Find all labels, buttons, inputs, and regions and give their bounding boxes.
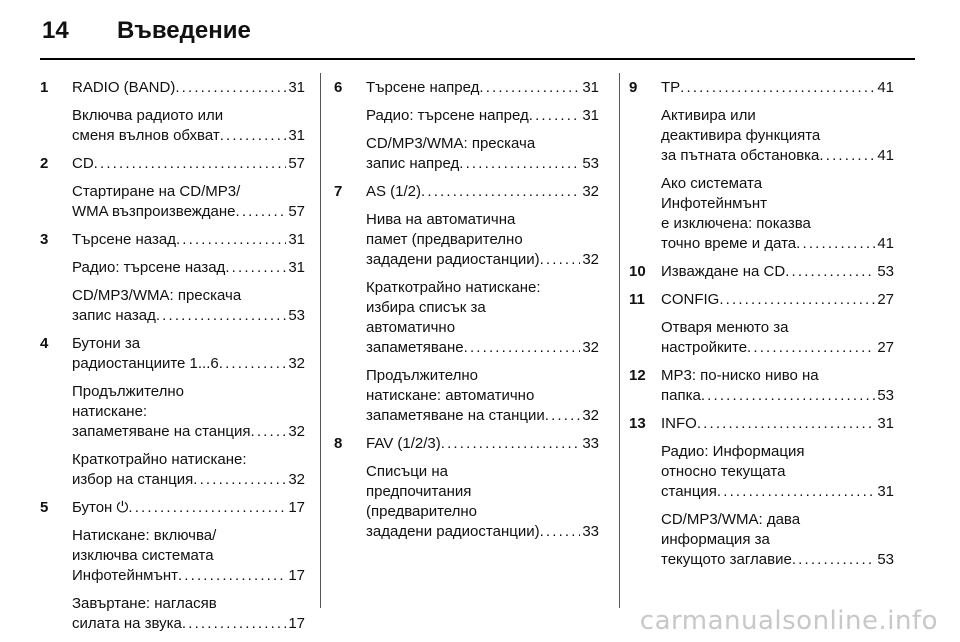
item-text: Отваря менюто за [661,319,789,336]
page-ref: 41 [877,235,894,252]
toc-entry [40,498,305,634]
item-text: INFO [661,415,697,432]
item-text: Краткотрайно натискане: [72,451,247,468]
item-text: избира списък за [366,299,486,316]
toc-item [366,78,599,98]
toc-item [661,442,894,502]
toc-entry [334,434,599,542]
dot-leader [540,250,581,270]
item-text: RADIO (BAND) [72,79,176,96]
toc-entry [629,78,894,254]
item-text: Стартиране на CD/MP3/ [72,183,241,200]
toc-item [661,510,894,570]
toc-item [366,182,599,202]
item-text: Бутон ⏻ [72,499,129,516]
item-text: Инфотейнмънт [661,195,767,212]
toc-item [661,414,894,434]
dot-leader [697,414,875,434]
item-text: Радио: търсене назад [72,259,226,276]
toc-item [72,154,305,174]
item-text: сменя вълнов обхват [72,127,220,144]
column-2 [334,78,599,542]
toc-item [72,182,305,222]
toc-entry [334,182,599,426]
dot-leader [156,306,286,326]
column-3 [629,78,894,570]
dot-leader [176,230,286,250]
dot-leader [441,434,581,454]
dot-leader [464,338,581,358]
page-ref: 53 [877,263,894,280]
toc-item [72,450,305,490]
dot-leader [219,354,287,374]
page-ref: 53 [877,387,894,404]
item-text: относно текущата [661,463,786,480]
toc-item [72,382,305,442]
page-ref: 31 [288,79,305,96]
toc-item [366,434,599,454]
page-ref: 32 [288,355,305,372]
toc-entry [334,78,599,174]
toc-item [72,106,305,146]
item-text: Радио: търсене напред [366,107,529,124]
entry-number: 6 [334,79,343,96]
item-text: (предварително [366,503,478,520]
item-text: за пътната обстановка [661,147,820,164]
toc-entry [40,230,305,326]
page-ref: 32 [582,407,599,424]
dot-leader [792,550,875,570]
item-text: TP [661,79,681,96]
toc-item [366,134,599,174]
item-text: силата на звука [72,615,182,632]
item-text: натискане: автоматично [366,387,535,404]
item-text: информация за [661,531,770,548]
item-text: Радио: Информация [661,443,805,460]
dot-leader [220,126,287,146]
dot-leader [819,146,875,166]
toc-item [72,498,305,518]
item-text: изключва системата [72,547,214,564]
toc-item [366,106,599,126]
item-text: CD [72,155,94,172]
watermark: carmanualsonline.info [639,606,938,636]
item-text: Включва радиото или [72,107,224,124]
dot-leader [545,406,581,426]
toc-item [72,258,305,278]
entry-number: 8 [334,435,343,452]
item-text: запис назад [72,307,156,324]
toc-item [366,366,599,426]
dot-leader [250,422,286,442]
toc-entry [629,290,894,358]
dot-leader [421,182,580,202]
page-ref: 53 [877,551,894,568]
item-text: CD/MP3/WMA: прескача [72,287,242,304]
item-text: е изключена: показва [661,215,811,232]
toc-item [661,366,894,406]
item-text: точно време и дата [661,235,797,252]
toc-item [366,210,599,270]
item-text: запаметяване [366,339,464,356]
toc-item [366,278,599,358]
item-text: WMA възпроизвеждане [72,203,236,220]
item-text: зададени радиостанции) [366,251,540,268]
toc-entry [629,366,894,406]
column-divider [320,73,321,608]
item-text: Натискане: включва/ [72,527,217,544]
toc-item [72,526,305,586]
item-text: текущото заглавие [661,551,792,568]
page-ref: 31 [877,483,894,500]
entry-number: 4 [40,335,49,352]
dot-leader [479,78,580,98]
entry-number: 7 [334,183,343,200]
page-ref: 31 [288,259,305,276]
dot-leader [225,258,286,278]
page-ref: 33 [582,523,599,540]
item-text: избор на станция [72,471,194,488]
item-text: Инфотейнмънт [72,567,178,584]
page-ref: 32 [582,183,599,200]
page-ref: 32 [288,423,305,440]
dot-leader [680,78,875,98]
entry-number: 13 [629,415,646,432]
header-rule [40,58,915,60]
page-ref: 31 [877,415,894,432]
toc-item [72,594,305,634]
toc-entry [40,334,305,490]
item-text: CD/MP3/WMA: прескача [366,135,536,152]
dot-leader [701,386,875,406]
item-text: зададени радиостанции) [366,523,540,540]
item-text: Търсене напред [366,79,480,96]
page-ref: 27 [877,339,894,356]
dot-leader [717,482,875,502]
item-text: станция [661,483,717,500]
item-text: Активира или [661,107,756,124]
page-ref: 31 [288,231,305,248]
dot-leader [193,470,286,490]
page-ref: 33 [582,435,599,452]
dot-leader [94,154,287,174]
page-title: Въведение [117,17,251,44]
toc-entry [629,262,894,282]
page-ref: 31 [582,79,599,96]
page-ref: 32 [288,471,305,488]
toc-entry [40,154,305,222]
dot-leader [175,78,286,98]
page-ref: 57 [288,203,305,220]
item-text: запаметяване на станция [72,423,251,440]
toc-item [72,230,305,250]
page-ref: 27 [877,291,894,308]
page-ref: 31 [288,127,305,144]
page-ref: 17 [288,567,305,584]
item-text: автоматично [366,319,456,336]
toc-item [72,286,305,326]
toc-entry [40,78,305,146]
item-text: Завъртане: нагласяв [72,595,217,612]
item-text: деактивира функцията [661,127,821,144]
item-text: натискане: [72,403,148,420]
page-ref: 17 [288,499,305,516]
dot-leader [128,498,286,518]
dot-leader [182,614,286,634]
toc-item [661,174,894,254]
item-text: AS (1/2) [366,183,422,200]
item-text: запис напред [366,155,460,172]
item-text: Продължително [72,383,185,400]
toc-item [72,78,305,98]
item-text: Ако системата [661,175,763,192]
dot-leader [747,338,875,358]
dot-leader [459,154,580,174]
item-text: папка [661,387,701,404]
dot-leader [236,202,287,222]
toc-item [661,290,894,310]
entry-number: 1 [40,79,49,96]
entry-number: 2 [40,155,49,172]
column-1 [40,78,305,634]
item-text: Бутони за [72,335,141,352]
page-ref: 53 [288,307,305,324]
item-text: предпочитания [366,483,472,500]
entry-number: 5 [40,499,49,516]
dot-leader [719,290,875,310]
item-text: Продължително [366,367,479,384]
dot-leader [785,262,875,282]
item-text: радиостанциите 1...6 [72,355,219,372]
dot-leader [540,522,581,542]
item-text: CD/MP3/WMA: дава [661,511,801,528]
item-text: FAV (1/2/3) [366,435,441,452]
item-text: настройките [661,339,748,356]
toc-item [661,106,894,166]
entry-number: 12 [629,367,646,384]
toc-item [661,262,894,282]
page-ref: 41 [877,147,894,164]
toc-item [661,78,894,98]
toc-item [366,462,599,542]
page-ref: 17 [288,615,305,632]
column-divider [619,73,620,608]
entry-number: 10 [629,263,646,280]
page-ref: 53 [582,155,599,172]
item-text: MP3: по-ниско ниво на [661,367,819,384]
dot-leader [178,566,286,586]
entry-number: 3 [40,231,49,248]
page-ref: 57 [288,155,305,172]
entry-number: 11 [629,291,645,308]
item-text: Списъци на [366,463,448,480]
dot-leader [796,234,875,254]
toc-item [661,318,894,358]
item-text: CONFIG [661,291,720,308]
dot-leader [529,106,581,126]
item-text: Изваждане на CD [661,263,786,280]
item-text: Краткотрайно натискане: [366,279,541,296]
item-text: Нива на автоматична [366,211,516,228]
page-ref: 41 [877,79,894,96]
toc-item [72,334,305,374]
item-text: Търсене назад [72,231,176,248]
page-number: 14 [42,17,69,44]
toc-entry [629,414,894,570]
item-text: запаметяване на станции [366,407,545,424]
page-ref: 32 [582,339,599,356]
item-text: памет (предварително [366,231,523,248]
page-ref: 32 [582,251,599,268]
page-ref: 31 [582,107,599,124]
entry-number: 9 [629,79,638,96]
